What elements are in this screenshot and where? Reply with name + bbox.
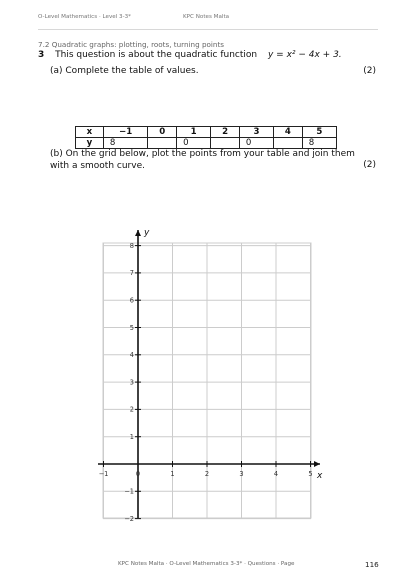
part-a-text: (a) Complete the table of values. <box>50 66 199 76</box>
y-axis-label: y <box>144 228 150 238</box>
y-tick-label: 8 <box>129 241 134 250</box>
section-title: 7.2 Quadratic graphs: plotting, roots, turning points <box>38 40 225 49</box>
x-axis-arrow-icon <box>314 461 320 467</box>
question-number: 3 <box>38 50 45 60</box>
y-tick-label: 2 <box>129 405 134 414</box>
table-x-cell: 2 <box>211 127 240 138</box>
table-x-cell: 1 <box>177 127 211 138</box>
y-tick-label: −2 <box>124 514 134 523</box>
header-center: KPC Notes Malta <box>183 14 230 20</box>
y-tick-label: 5 <box>129 323 134 332</box>
table-x-cell: 0 <box>148 127 177 138</box>
y-tick-label: 1 <box>129 433 134 441</box>
table-y-cell[interactable]: 8 <box>103 138 148 149</box>
table-x-cell: 3 <box>239 127 273 138</box>
y-tick-label: 6 <box>129 296 134 305</box>
table-x-cell: −1 <box>103 127 148 138</box>
y-axis-arrow-icon <box>135 230 141 236</box>
table-x-cell: 5 <box>302 127 336 138</box>
x-tick-label: 3 <box>239 470 244 478</box>
x-tick-label: −1 <box>98 470 109 478</box>
question-stem: This question is about the quadratic function <box>55 50 258 60</box>
x-axis-label: x <box>317 471 323 481</box>
part-b-text: (b) On the grid below, plot the points from your table and join them with a smooth curve. <box>50 149 355 171</box>
part-a-marks: (2) <box>363 66 376 76</box>
y-tick-label: 4 <box>129 351 134 360</box>
footer-text: KPC Notes Malta · O-Level Mathematics 3-3* · Questions · Page <box>118 561 295 567</box>
page-number: 116 <box>365 560 379 569</box>
table-y-cell[interactable]: 0 <box>239 138 273 149</box>
question-function: y = x² − 4x + 3. <box>267 50 342 60</box>
x-tick-label: 1 <box>170 470 175 478</box>
x-tick-label: 5 <box>308 470 313 478</box>
table-y-cell[interactable]: 8 <box>302 138 336 149</box>
x-tick-label: 0 <box>135 470 141 478</box>
x-tick-label: 4 <box>273 470 279 478</box>
header-left: O-Level Mathematics · Level 3-3* <box>38 14 131 20</box>
y-tick-label: 3 <box>129 378 134 387</box>
table-y-header: y <box>76 138 104 149</box>
y-tick-label: −1 <box>124 487 134 496</box>
x-tick-label: 2 <box>204 470 210 478</box>
y-tick-label: 7 <box>129 269 134 278</box>
table-y-cell[interactable]: 0 <box>177 138 211 149</box>
table-x-cell: 4 <box>274 127 303 138</box>
table-x-header: x <box>76 127 104 138</box>
part-b-marks: (2) <box>363 160 376 170</box>
